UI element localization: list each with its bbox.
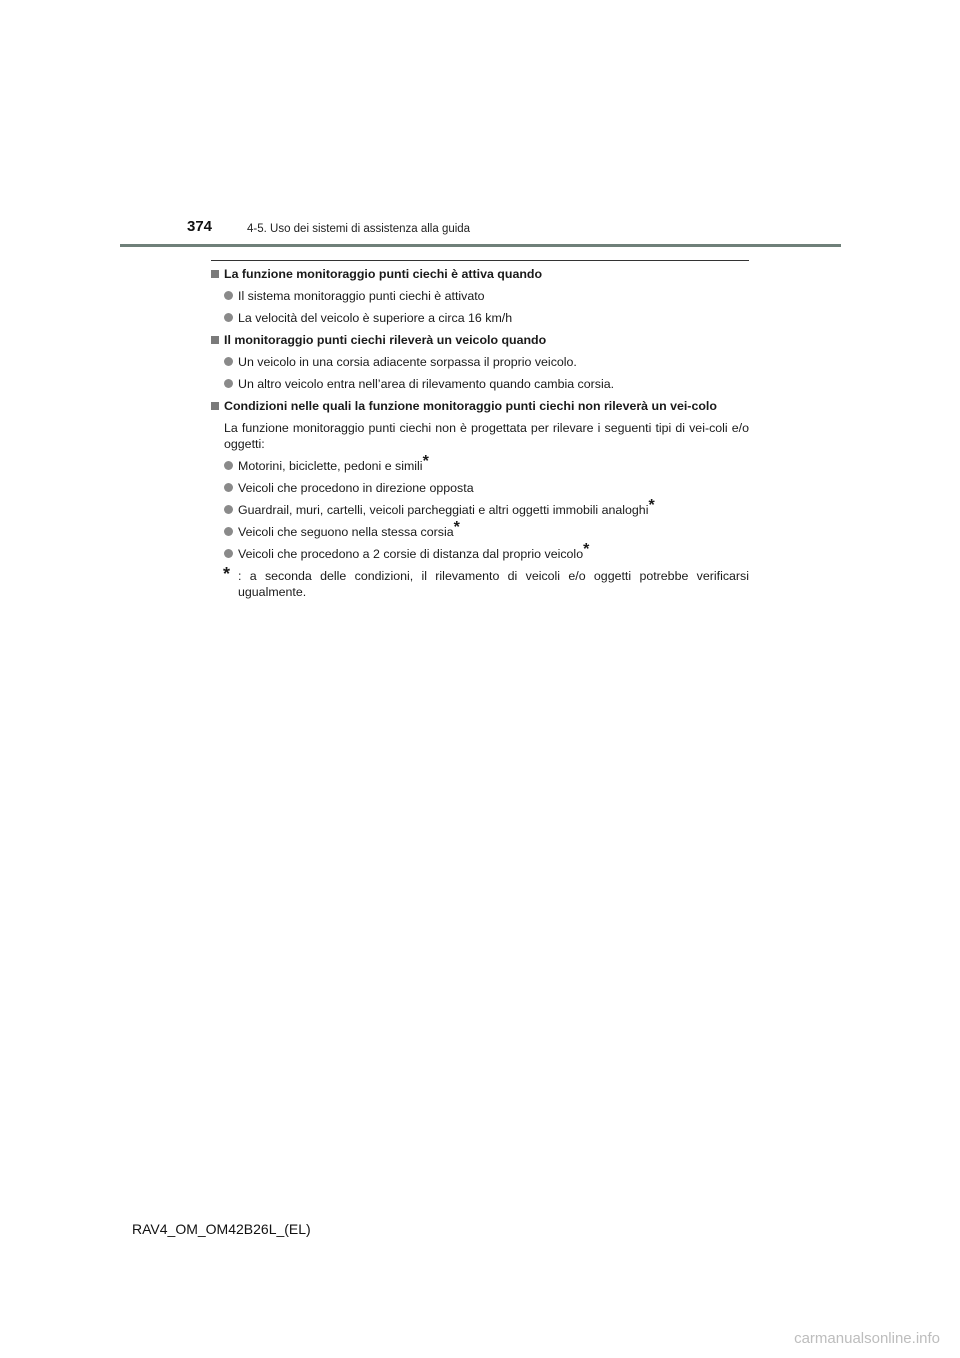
list-item bbox=[211, 288, 749, 304]
asterisk-mark: * bbox=[453, 519, 460, 536]
heading-text: Il monitoraggio punti ciechi rileverà un veicolo quando bbox=[224, 333, 547, 347]
heading-text: La funzione monitoraggio punti ciechi è attiva quando bbox=[224, 267, 543, 281]
list-item bbox=[211, 453, 749, 474]
list-item bbox=[211, 354, 749, 370]
circle-bullet-icon bbox=[224, 379, 233, 388]
square-bullet-icon bbox=[211, 270, 219, 278]
page-number: 374 bbox=[187, 218, 213, 235]
list-item-text: Veicoli che procedono a 2 corsie di distanza dal proprio veicolo bbox=[238, 547, 584, 561]
footnote-asterisk: * bbox=[223, 564, 231, 584]
list-item bbox=[211, 376, 749, 392]
list-item bbox=[211, 519, 749, 540]
list-item-text: Guardrail, muri, cartelli, veicoli parcheggiati e altri oggetti immobili analoghi bbox=[238, 503, 649, 517]
circle-bullet-icon bbox=[224, 291, 233, 300]
circle-bullet-icon bbox=[224, 505, 233, 514]
content bbox=[211, 266, 749, 600]
square-bullet-icon bbox=[211, 336, 219, 344]
list-item-text: Un veicolo in una corsia adiacente sorpassa il proprio veicolo. bbox=[238, 355, 577, 369]
list-item-text: Un altro veicolo entra nell’area di rilevamento quando cambia corsia. bbox=[238, 377, 615, 391]
list-item-text: Veicoli che procedono in direzione opposta bbox=[238, 481, 474, 495]
list-item bbox=[211, 480, 749, 496]
section-title: 4-5. Uso dei sistemi di assistenza alla guida bbox=[247, 223, 471, 235]
paragraph: La funzione monitoraggio punti ciechi non è progettata per rilevare i seguenti tipi di vei-coli e/o oggetti: bbox=[224, 421, 749, 451]
list-item-text: Motorini, biciclette, pedoni e simili bbox=[238, 459, 423, 473]
header-rule bbox=[120, 244, 841, 247]
document-code: RAV4_OM_OM42B26L_(EL) bbox=[132, 1221, 311, 1237]
circle-bullet-icon bbox=[224, 549, 233, 558]
heading-active-when bbox=[211, 266, 749, 282]
asterisk-mark: * bbox=[648, 497, 655, 514]
heading-not-detected bbox=[211, 398, 749, 414]
list-item bbox=[211, 497, 749, 518]
footnote-text: : a seconda delle condizioni, il rilevamento di veicoli e/o oggetti potrebbe verificarsi ugualmente. bbox=[238, 569, 749, 599]
watermark: carmanualsonline.info bbox=[794, 1330, 940, 1347]
list-item-text: La velocità del veicolo è superiore a circa 16 km/h bbox=[238, 311, 513, 325]
list-item bbox=[211, 310, 749, 326]
circle-bullet-icon bbox=[224, 461, 233, 470]
asterisk-mark: * bbox=[422, 453, 429, 470]
heading-detects-when bbox=[211, 332, 749, 348]
circle-bullet-icon bbox=[224, 357, 233, 366]
circle-bullet-icon bbox=[224, 527, 233, 536]
list-item-text: Il sistema monitoraggio punti ciechi è attivato bbox=[238, 289, 485, 303]
list-item-text: Veicoli che seguono nella stessa corsia bbox=[238, 525, 454, 539]
circle-bullet-icon bbox=[224, 483, 233, 492]
square-bullet-icon bbox=[211, 402, 219, 410]
list-item bbox=[211, 541, 749, 562]
circle-bullet-icon bbox=[224, 313, 233, 322]
footnote bbox=[211, 564, 749, 600]
content-rule bbox=[211, 260, 749, 261]
asterisk-mark: * bbox=[583, 541, 590, 558]
heading-text: Condizioni nelle quali la funzione monitoraggio punti ciechi non rileverà un vei-colo bbox=[224, 399, 717, 413]
